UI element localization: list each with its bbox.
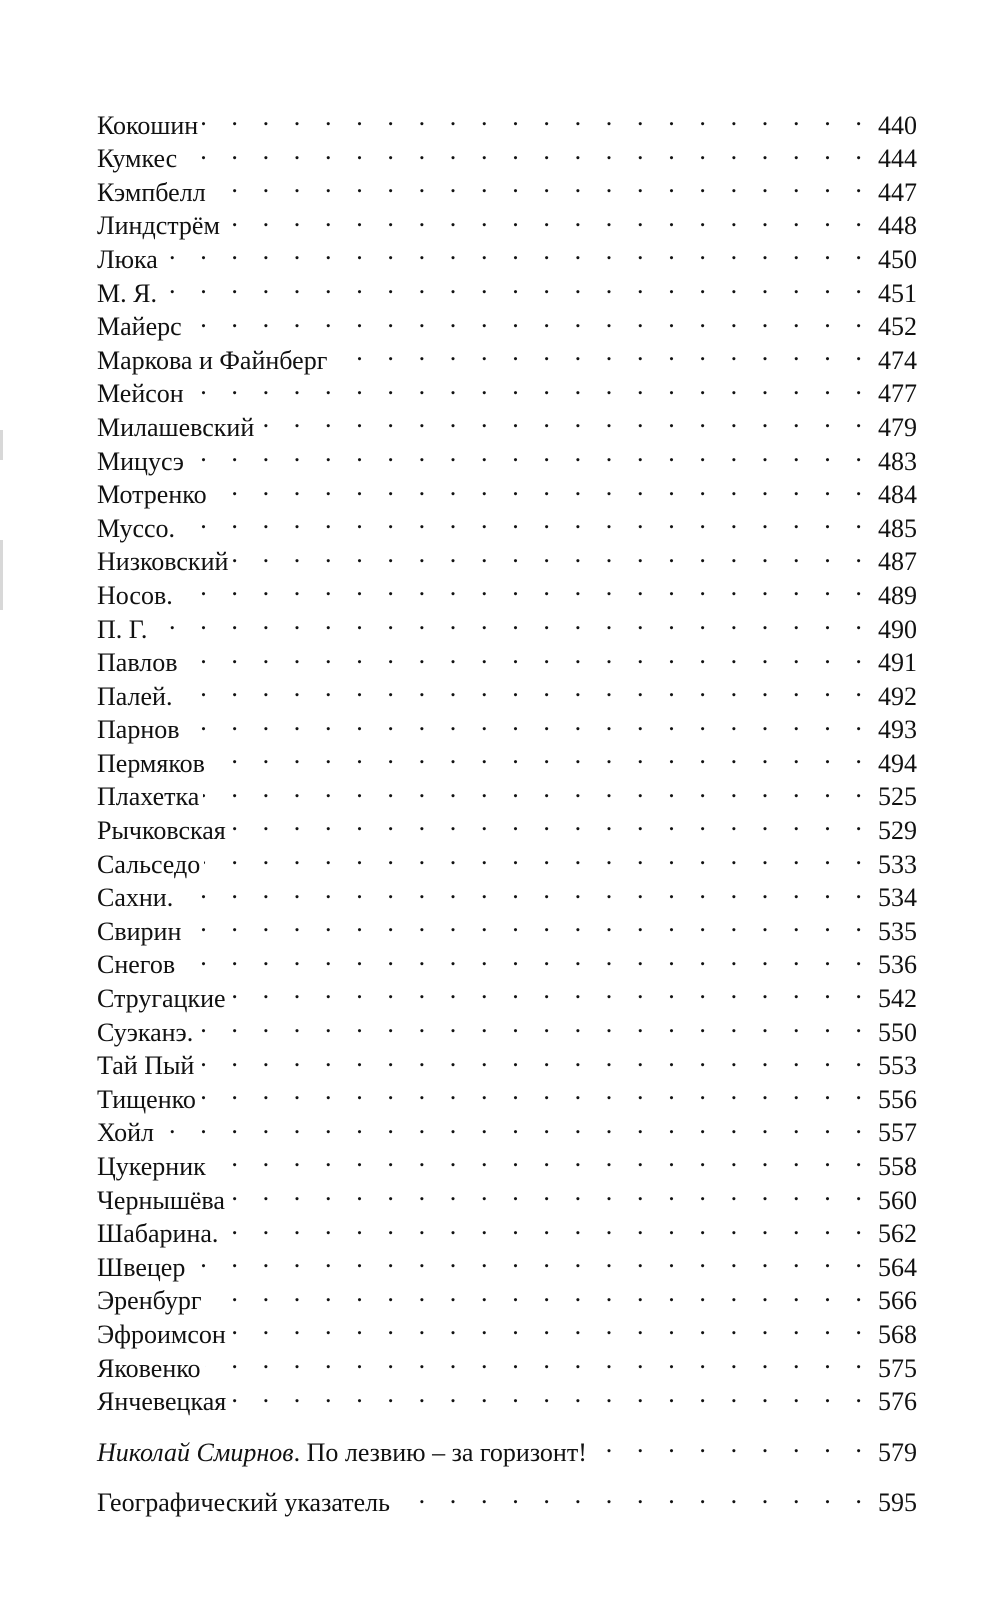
toc-row[interactable]: [97, 1007, 917, 1047]
toc-row[interactable]: [97, 134, 917, 174]
dot-leader: [202, 100, 871, 134]
toc-page-number: 451: [878, 278, 917, 308]
dot-leader: [182, 638, 871, 672]
toc-page-number: 483: [878, 446, 917, 476]
toc-row[interactable]: [97, 1343, 917, 1383]
toc-page-number: 479: [878, 412, 917, 442]
dot-leader: [198, 1041, 871, 1075]
toc-entry-name: Тищенко: [97, 1084, 196, 1114]
toc-entry-name: Эфроимсон: [97, 1319, 226, 1349]
toc-page-number: 535: [878, 916, 917, 946]
toc-page-number: 568: [878, 1319, 917, 1349]
dot-leader: [210, 1141, 871, 1175]
toc-row[interactable]: [97, 100, 917, 140]
toc-entry-name: Кумкес: [97, 144, 178, 174]
toc-entry-name: Низковский: [97, 547, 229, 577]
dot-leader: [331, 335, 871, 369]
toc-entry-name: Сахни.: [97, 883, 174, 913]
toc-row-geo-index[interactable]: [97, 1478, 917, 1518]
dot-leader: [197, 1007, 871, 1041]
toc-row[interactable]: [97, 436, 917, 476]
toc-row[interactable]: [97, 402, 917, 442]
dot-leader: [229, 1175, 871, 1209]
toc-entry-name: Носов.: [97, 580, 173, 610]
table-of-contents: [97, 100, 917, 1518]
dot-leader: [230, 973, 871, 1007]
toc-row[interactable]: [97, 1309, 917, 1349]
toc-entry-name: Сальседо: [97, 849, 201, 879]
toc-page-number: 492: [878, 681, 917, 711]
toc-entry-name: П. Г.: [97, 614, 148, 644]
dot-leader: [591, 1427, 871, 1461]
dot-leader: [200, 1074, 871, 1108]
toc-entry-name: Шабарина.: [97, 1219, 219, 1249]
toc-entry-name: Парнов: [97, 715, 180, 745]
toc-entry-name: Чернышёва: [97, 1185, 225, 1215]
toc-row[interactable]: [97, 537, 917, 577]
toc-entry-name: Хойл: [97, 1118, 155, 1148]
dot-leader: [230, 1309, 871, 1343]
toc-entry-name: Кокошин: [97, 110, 199, 140]
toc-entry-name: Суэканэ.: [97, 1017, 194, 1047]
page-edge-shadow: [0, 430, 3, 460]
dot-leader: [181, 134, 871, 168]
toc-row[interactable]: [97, 1377, 917, 1417]
toc-page-number: 447: [878, 177, 917, 207]
toc-row[interactable]: [97, 335, 917, 375]
toc-page-number: 579: [878, 1437, 917, 1467]
toc-row[interactable]: [97, 604, 917, 644]
toc-page-number: 542: [878, 984, 917, 1014]
dot-leader: [204, 839, 871, 873]
toc-entry-title: [97, 1436, 591, 1470]
toc-row[interactable]: [97, 738, 917, 778]
toc-page-number: 450: [878, 244, 917, 274]
toc-page-number: 444: [878, 144, 917, 174]
dot-leader: [203, 772, 871, 806]
toc-row[interactable]: [97, 167, 917, 207]
toc-page-number: 564: [878, 1252, 917, 1282]
toc-page-number: 477: [878, 379, 917, 409]
toc-page-number: 529: [878, 816, 917, 846]
toc-page-number: 557: [878, 1118, 917, 1148]
toc-row[interactable]: [97, 1074, 917, 1114]
author-index-list: [97, 100, 917, 1417]
toc-page-number: 533: [878, 849, 917, 879]
toc-row[interactable]: [97, 839, 917, 879]
dot-leader: [158, 1108, 871, 1142]
toc-entry-name: Майерс: [97, 312, 182, 342]
dot-leader: [177, 873, 871, 907]
toc-entry-name: Цукерник: [97, 1152, 206, 1181]
dot-leader: [161, 268, 871, 302]
toc-entry-name: Павлов: [97, 648, 178, 678]
toc-row[interactable]: [97, 470, 917, 510]
toc-page-number: 575: [878, 1353, 917, 1383]
toc-row-afterword[interactable]: [97, 1427, 917, 1467]
toc-row[interactable]: [97, 1108, 917, 1148]
dot-leader: [176, 671, 871, 705]
toc-page-number: 550: [878, 1017, 917, 1047]
dot-leader: [184, 705, 871, 739]
toc-page-number: 556: [878, 1084, 917, 1114]
toc-entry-name: Швецер: [97, 1252, 186, 1282]
dot-leader: [210, 167, 871, 201]
toc-row[interactable]: [97, 805, 917, 846]
dot-leader: [179, 503, 871, 537]
toc-page-number: 576: [878, 1387, 917, 1417]
toc-row[interactable]: [97, 973, 917, 1014]
dot-leader: [151, 604, 871, 638]
toc-entry-name: Тай Пый: [97, 1051, 195, 1081]
toc-row[interactable]: [97, 503, 917, 543]
toc-row[interactable]: [97, 570, 917, 610]
toc-entry-name: Мейсон: [97, 379, 184, 409]
dot-leader: [394, 1478, 871, 1512]
dot-leader: [222, 1209, 871, 1243]
toc-page-number: 452: [878, 312, 917, 342]
toc-entry-name: Линдстрём: [97, 211, 220, 241]
toc-page-number: 484: [878, 480, 917, 510]
dot-leader: [209, 738, 871, 772]
toc-row[interactable]: [97, 369, 917, 409]
toc-entry-name: Рычковская: [97, 816, 226, 846]
toc-entry-name: Мицусэ: [97, 446, 184, 476]
toc-page-number: 595: [878, 1488, 917, 1518]
dot-leader: [186, 302, 871, 336]
toc-entry-name: М. Я.: [97, 278, 157, 308]
toc-page-number: 553: [878, 1051, 917, 1081]
toc-entry-name: Пермяков: [97, 748, 205, 778]
toc-page-number: 487: [878, 547, 917, 577]
toc-entry-name: Кэмпбелл: [97, 177, 206, 207]
dot-leader: [224, 201, 871, 235]
dot-leader: [188, 436, 871, 470]
dot-leader: [179, 940, 871, 974]
toc-row[interactable]: [97, 906, 917, 946]
dot-leader: [230, 1377, 871, 1411]
toc-row[interactable]: [97, 302, 917, 342]
toc-page-number: 474: [878, 345, 917, 375]
afterword-title: . По лезвию – за горизонт!: [293, 1437, 587, 1467]
toc-row[interactable]: [97, 1175, 917, 1215]
toc-entry-name: Маркова и Файнберг: [97, 345, 328, 375]
toc-row[interactable]: [97, 705, 917, 745]
toc-entry-name: Эренбург: [97, 1286, 202, 1316]
dot-leader: [258, 402, 871, 436]
dot-leader: [211, 470, 871, 504]
toc-page-number: 489: [878, 580, 917, 610]
toc-row[interactable]: [97, 234, 917, 274]
afterword-author: Николай Смирнов: [97, 1437, 294, 1467]
toc-row[interactable]: [97, 1242, 917, 1282]
toc-page-number: 534: [878, 883, 917, 913]
toc-page-number: 494: [878, 748, 917, 778]
dot-leader: [205, 1343, 871, 1377]
toc-row[interactable]: [97, 940, 917, 980]
toc-page-number: 525: [878, 782, 917, 812]
dot-leader: [189, 1242, 871, 1276]
toc-entry-name: Плахетка: [97, 782, 200, 812]
toc-row[interactable]: [97, 772, 917, 812]
toc-entry-name: Муссо.: [97, 513, 176, 543]
toc-page-number: 491: [878, 648, 917, 678]
toc-row[interactable]: [97, 201, 917, 241]
toc-entry-name: Люка: [97, 244, 158, 274]
geo-index-title: Географический указатель: [97, 1488, 390, 1518]
toc-entry-name: Милашевский: [97, 412, 255, 442]
toc-entry-name: Янчевецкая: [97, 1387, 227, 1417]
toc-page-number: 558: [878, 1152, 917, 1181]
toc-row[interactable]: [97, 1041, 917, 1081]
toc-page-number: 562: [878, 1219, 917, 1249]
dot-leader: [230, 805, 871, 839]
toc-row[interactable]: [97, 1141, 917, 1181]
toc-entry-name: Стругацкие: [97, 984, 226, 1014]
page-edge-shadow: [0, 540, 3, 610]
toc-page-number: 560: [878, 1185, 917, 1215]
toc-page-number: 485: [878, 513, 917, 543]
toc-page-number: 536: [878, 950, 917, 980]
toc-page-number: 440: [878, 110, 917, 140]
dot-leader: [185, 906, 871, 940]
toc-page-number: 566: [878, 1286, 917, 1316]
toc-entry-name: Мотренко: [97, 480, 207, 510]
toc-row[interactable]: [97, 268, 917, 308]
toc-page-number: 493: [878, 715, 917, 745]
toc-row[interactable]: [97, 873, 917, 913]
dot-leader: [162, 234, 871, 268]
dot-leader: [206, 1276, 871, 1310]
toc-row[interactable]: [97, 638, 917, 678]
dot-leader: [188, 369, 871, 403]
toc-page-number: 448: [878, 211, 917, 241]
dot-leader: [177, 570, 871, 604]
toc-row[interactable]: [97, 671, 917, 711]
toc-entry-name: Палей.: [97, 681, 173, 711]
toc-entry-name: Свирин: [97, 916, 182, 946]
dot-leader: [232, 537, 871, 571]
toc-page-number: 490: [878, 614, 917, 644]
toc-entry-name: Снегов: [97, 950, 176, 980]
toc-row[interactable]: [97, 1276, 917, 1316]
toc-entry-name: Яковенко: [97, 1353, 201, 1383]
